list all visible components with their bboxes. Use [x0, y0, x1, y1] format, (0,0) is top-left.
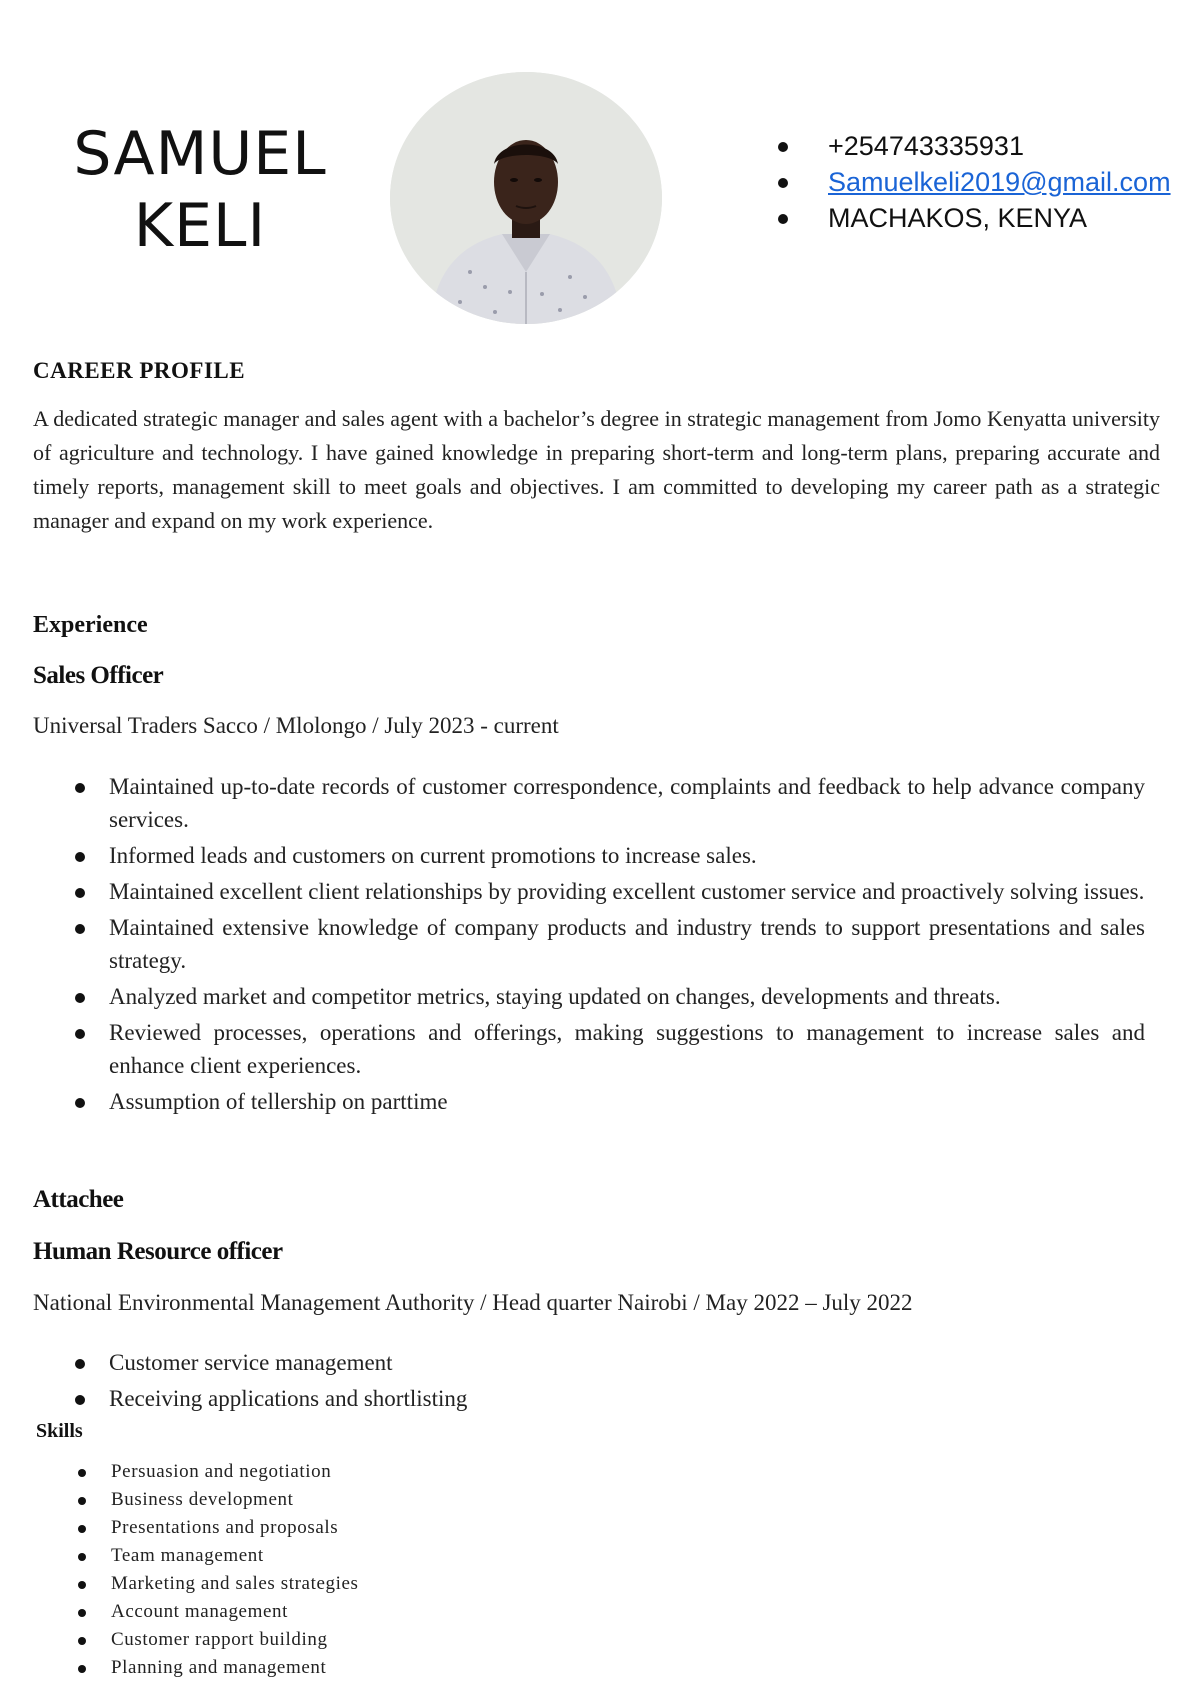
list-item: Assumption of tellership on parttime — [33, 1085, 1145, 1118]
career-profile-heading: CAREER PROFILE — [33, 358, 246, 383]
skill-item: Marketing and sales strategies — [33, 1570, 359, 1598]
skill-item: Team management — [33, 1542, 359, 1570]
profile-photo — [390, 72, 662, 324]
candidate-name — [55, 118, 345, 262]
list-item: Customer service management — [33, 1346, 1145, 1379]
name-last: KELI — [133, 191, 267, 261]
contact-list — [770, 128, 1170, 236]
contact-phone: +254743335931 — [770, 128, 1170, 164]
name-first: SAMUEL — [73, 119, 327, 189]
attachee-heading: Attachee — [33, 1186, 124, 1213]
sales-officer-duties — [33, 770, 1145, 1121]
list-item: Maintained excellent client relationships by providing excellent customer service and proactively solving issues. — [33, 875, 1145, 908]
list-item: Maintained extensive knowledge of company products and industry trends to support presentations and sales strategy. — [33, 911, 1145, 977]
skill-item: Customer rapport building — [33, 1626, 359, 1654]
list-item: Receiving applications and shortlisting — [33, 1382, 1145, 1415]
hr-officer-duties — [33, 1346, 1145, 1418]
list-item: Informed leads and customers on current promotions to increase sales. — [33, 839, 1145, 872]
career-profile-text: A dedicated strategic manager and sales agent with a bachelor’s degree in strategic management from Jomo Kenyatta university of agriculture and technology. I have gained knowledge in preparing short-term and long-term plans, preparing accurate and timely reports, management skill to meet goals and objectives. I am committed to developing my career path as a strategic manager and expand on my work experience. — [33, 406, 1160, 533]
list-item: Analyzed market and competitor metrics, staying updated on changes, developments and threats. — [33, 980, 1145, 1013]
skill-item: Business development — [33, 1486, 359, 1514]
list-item: Maintained up-to-date records of customer correspondence, complaints and feedback to help advance company services. — [33, 770, 1145, 836]
skill-item: Persuasion and negotiation — [33, 1458, 359, 1486]
job-title-sales-officer: Sales Officer — [33, 662, 164, 689]
job-title-hr-officer: Human Resource officer — [33, 1238, 283, 1265]
job-meta-hr-officer: National Environmental Management Authority / Head quarter Nairobi / May 2022 – July 2022 — [33, 1290, 913, 1315]
list-item: Reviewed processes, operations and offerings, making suggestions to management to increase sales and enhance client experiences. — [33, 1016, 1145, 1082]
experience-heading: Experience — [33, 612, 148, 638]
skills-heading: Skills — [36, 1420, 83, 1442]
contact-email-item — [770, 164, 1188, 200]
skill-item: Presentations and proposals — [33, 1514, 359, 1542]
contact-location: MACHAKOS, KENYA — [770, 200, 1170, 236]
email-link[interactable]: Samuelkeli2019@gmail.com — [828, 167, 1171, 197]
job-meta-sales-officer: Universal Traders Sacco / Mlolongo / July 2023 - current — [33, 713, 559, 738]
skill-item: Account management — [33, 1598, 359, 1626]
skill-item: Planning and management — [33, 1654, 359, 1682]
skills-list — [33, 1458, 359, 1682]
